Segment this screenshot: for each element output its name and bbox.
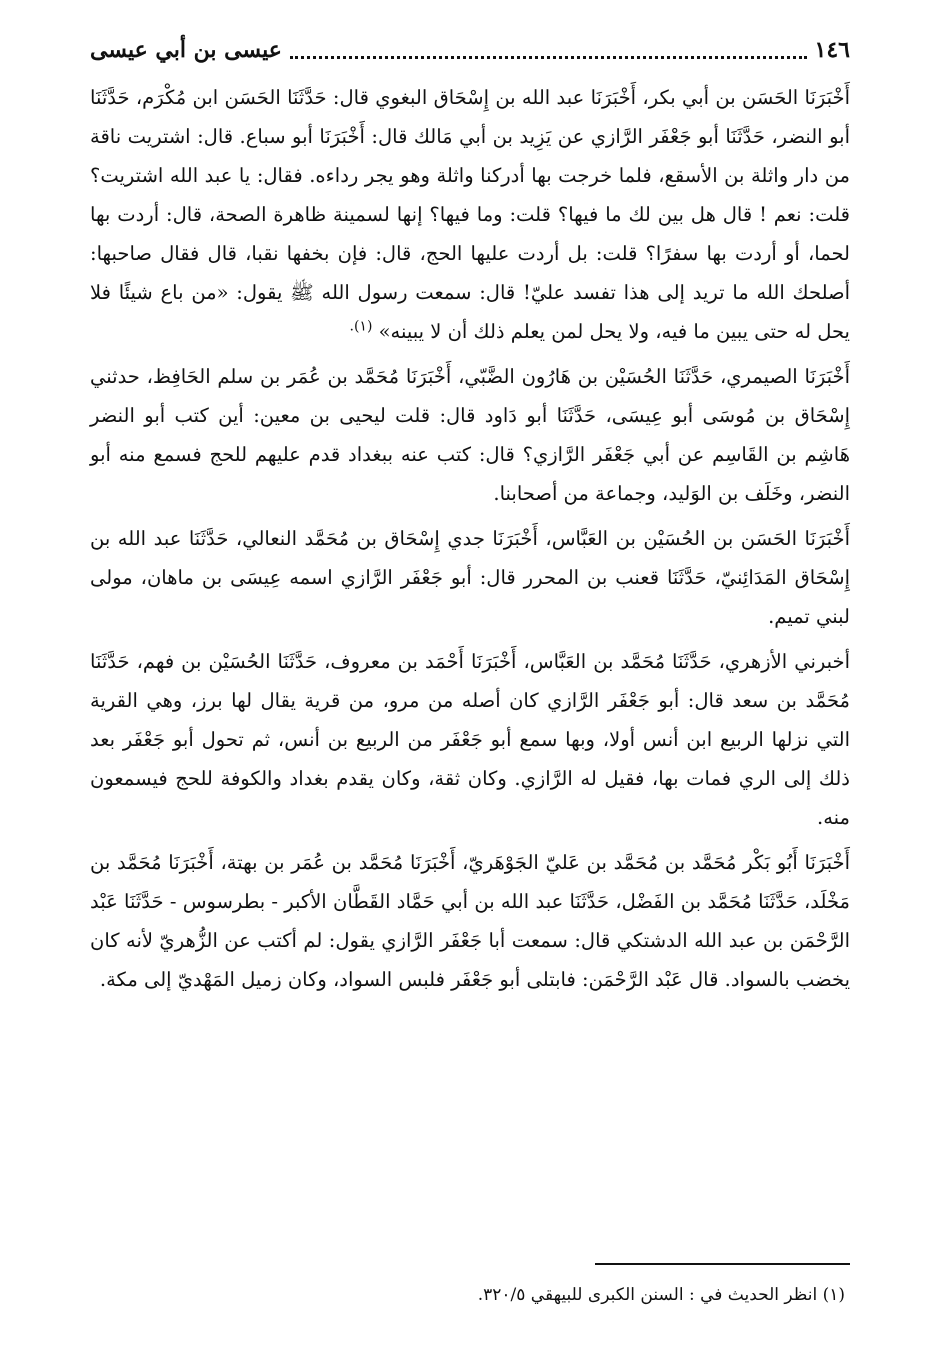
page-header	[90, 30, 850, 70]
page-number: ١٤٦	[814, 37, 850, 63]
running-title: عيسى بن أبي عيسى	[90, 37, 282, 63]
footnote-divider	[595, 1263, 850, 1265]
paragraph: أخبرني الأزهري، حَدَّثَنَا مُحَمَّد بن العَبَّاس، أَخْبَرَنَا أَحْمَد بن معروف، حَدَّثَنَا الحُسَيْن بن فهم، حَدَّثَنَا مُحَمَّد بن سعد قال: أبو جَعْفَر الرَّازي كان أصله من مرو، من قرية يقال لها برز، وهي القرية التي نزلها الربيع ابن أنس أولا، وبها سمع أبو جَعْفَر من الربيع بن أنس، ثم تحول أبو جَعْفَر بعد ذلك إلى الري فمات بها، فقيل له الرَّازي. وكان ثقة، وكان يقدم بغداد والكوفة للحج فيسمعون منه.	[90, 650, 850, 829]
paragraph-text: أَخْبَرَنَا الحَسَن بن أبي بكر، أَخْبَرَنَا عبد الله بن إِسْحَاق البغوي قال: حَدَّثَنَا الحَسَن ابن مُكْرَم، حَدَّثَنَا أبو النضر، حَدَّثَنَا أبو جَعْفَر الرَّازي عن يَزِيد بن أبي مَالك قال: أَخْبَرَنَا أبو سباع. قال: اشتريت ناقة من دار واثلة بن الأسقع، فلما خرجت بها أدركنا واثلة وهو يجر رداءه. فقال: يا عبد الله اشتريت؟ قلت: نعم ! قال هل بين لك ما فيها؟ قلت: وما فيها؟ إنها لسمينة ظاهرة الصحة، قال: أردت بها لحما، أو أردت بها سفرًا؟ قلت: بل أردت عليها الحج، قال: فإن بخفها نقبا، قال فقال صاحبها: أصلحك الله ما تريد إلى هذا تفسد عليّ! قال: سمعت رسول الله ﷺ يقول: «من باع شيئًا فلا يحل له حتى يبين ما فيه، ولا يحل لمن يعلم ذلك أن لا يبينه»	[90, 86, 850, 343]
page	[90, 30, 850, 1005]
paragraph: أَخْبَرَنَا الحَسَن بن الحُسَيْن بن العَبَّاس، أَخْبَرَنَا جدي إِسْحَاق بن مُحَمَّد النعالي، حَدَّثَنَا عبد الله بن إِسْحَاق المَدَائِنيّ، حَدَّثَنَا قعنب بن المحرر قال: أبو جَعْفَر الرَّازي اسمه عِيسَى بن ماهان، مولى لبني تميم.	[90, 527, 850, 628]
paragraph	[90, 78, 850, 351]
body-text	[90, 78, 850, 999]
paragraph: أَخْبَرَنَا الصيمري، حَدَّثَنَا الحُسَيْن بن هَارُون الضَّبّي، أَخْبَرَنَا مُحَمَّد بن عُمَر بن سلم الحَافِظ، حدثني إِسْحَاق بن مُوسَى أبو عِيسَى، حَدَّثَنَا أبو دَاود قال: قلت ليحيى بن معين: أين كتب أبو النضر هَاشِم بن القَاسِم عن أبي جَعْفَر الرَّازي؟ قال: كتب عنه ببغداد قدم عليهم للحج فسمع منه أبو النضر، وخَلَف بن الوَليد، وجماعة من أصحابنا.	[90, 365, 850, 505]
header-dot-leader	[290, 42, 807, 59]
footnote-marker: (١).	[349, 318, 373, 335]
footnote: (١) انظر الحديث في : السنن الكبرى للبيهقي ٣٢٠/٥.	[477, 1285, 845, 1305]
paragraph: أَخْبَرَنَا أَبُو بَكْر مُحَمَّد بن مُحَمَّد بن عَليّ الجَوْهَريّ، أَخْبَرَنَا مُحَمَّد بن عُمَر بن بهتة، أَخْبَرَنَا مُحَمَّد بن مَخْلَد، حَدَّثَنَا مُحَمَّد بن الفَضْل، حَدَّثَنَا عبد الله بن أبي حَمَّاد القَطَّان الأكبر - بطرسوس - حَدَّثَنَا عَبْد الرَّحْمَن بن عبد الله الدشتكي قال: سمعت أبا جَعْفَر الرَّازي يقول: لم أكتب عن الزُّهريّ لأنه كان يخضب بالسواد. قال عَبْد الرَّحْمَن: فابتلى أبو جَعْفَر فلبس السواد، وكان زميل المَهْديّ إلى مكة.	[90, 851, 850, 991]
